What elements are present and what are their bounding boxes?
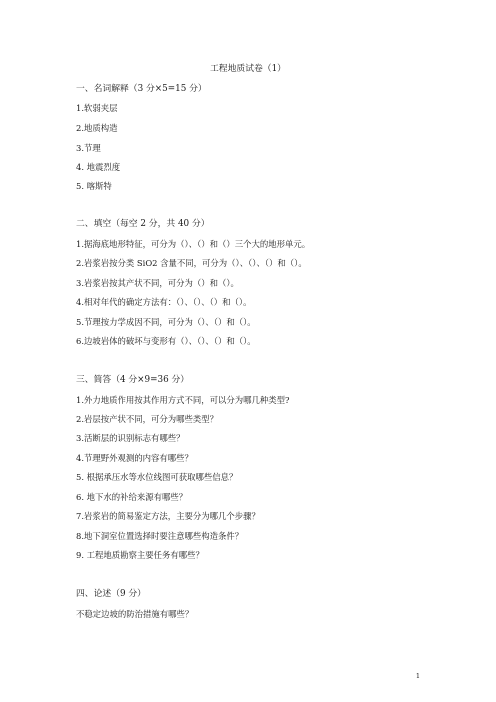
list-item: 5. 根据承压水等水位线图可获取哪些信息？ bbox=[76, 472, 238, 482]
list-item: 4. 地震烈度 bbox=[76, 162, 121, 172]
list-item: 1.软弱夹层 bbox=[76, 103, 118, 113]
list-item: 4.相对年代的确定方法有：（）、（）、（）和（）。 bbox=[76, 297, 252, 307]
list-item: 1.据海底地形特征，可分为（）、（）和（）三个大的地形单元。 bbox=[76, 239, 311, 249]
section-heading-terms: 一、名词解释（3 分×5=15 分） bbox=[76, 84, 207, 94]
list-item: 7.岩浆岩的简易鉴定方法，主要分为哪几个步骤？ bbox=[76, 511, 260, 521]
list-item: 8.地下洞室位置选择时要注意哪些构造条件？ bbox=[76, 531, 244, 541]
list-item: 9. 工程地质勘察主要任务有哪些？ bbox=[76, 550, 204, 560]
list-item: 6. 地下水的补给来源有哪些？ bbox=[76, 492, 188, 502]
list-item: 6.边坡岩体的破坏与变形有（）、（）、（）和（）。 bbox=[76, 336, 256, 346]
page-number: 1 bbox=[415, 672, 420, 680]
list-item: 3.节理 bbox=[76, 143, 101, 153]
list-item: 5. 喀斯特 bbox=[76, 181, 112, 191]
section-heading-essay: 四、论述（9 分） bbox=[76, 589, 146, 599]
list-item: 3.岩浆岩按其产状不同，可分为（）和（）。 bbox=[76, 278, 239, 288]
list-item: 4.节理野外观测的内容有哪些？ bbox=[76, 453, 193, 463]
page-title: 工程地质试卷（1） bbox=[210, 64, 286, 74]
list-item: 2.地质构造 bbox=[76, 123, 118, 133]
essay-question: 不稳定边坡的防治措施有哪些？ bbox=[76, 609, 194, 619]
list-item: 5.节理按力学成因不同，可分为（）、（）和（）。 bbox=[76, 317, 256, 327]
list-item: 2.岩浆岩按分类 SiO2 含量不同，可分为（）、（）、（）和（）。 bbox=[76, 258, 307, 268]
list-item: 2.岩层按产状不同，可分为哪些类型？ bbox=[76, 414, 218, 424]
section-heading-short-answer: 三、简答（4 分×9=36 分） bbox=[76, 375, 190, 385]
section-heading-fill-blank: 二、填空（每空 2 分，共 40 分） bbox=[76, 219, 210, 229]
list-item: 1.外力地质作用按其作用方式不同，可以分为哪几种类型? bbox=[76, 395, 290, 405]
list-item: 3.活断层的识别标志有哪些？ bbox=[76, 433, 185, 443]
